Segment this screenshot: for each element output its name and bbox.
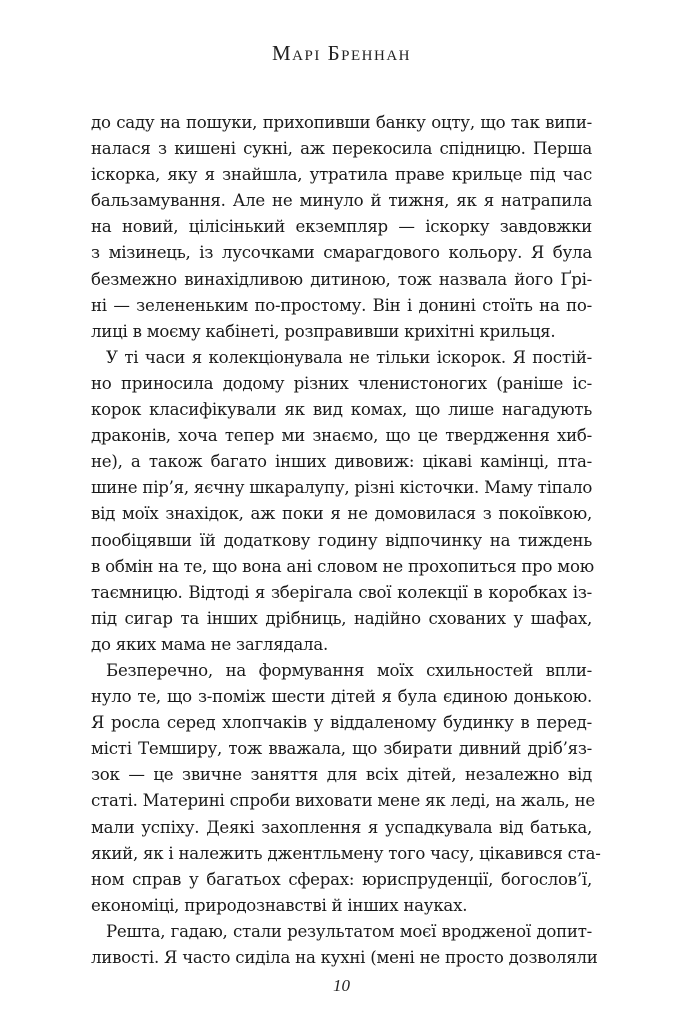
running-head-author: Марі Бреннан xyxy=(272,41,411,65)
text-line-paragraph-end: до яких мама не заглядала. xyxy=(91,634,329,654)
text-line: ном справ у багатьох сферах: юриспруденції, богослов’ї, xyxy=(91,869,592,889)
page-number: 10 xyxy=(333,976,350,995)
text-line: драконів, хоча тепер ми знаємо, що це твердження хиб- xyxy=(91,426,592,446)
text-line: таємницю. Відтоді я зберігала свої колекції в коробках із- xyxy=(91,582,592,602)
text-line: нуло те, що з-поміж шести дітей я була єдиною донькою. xyxy=(91,687,592,707)
text-line: не), а також багато інших дивовиж: цікаві камінці, пта- xyxy=(91,452,592,472)
text-line-paragraph-start: Безперечно, на формування моїх схильностей впли- xyxy=(106,660,592,680)
text-line-paragraph-end: економіці, природознавстві й інших науках. xyxy=(91,895,468,915)
text-line: шине пір’я, яєчну шкаралупу, різні кісточки. Маму тіпало xyxy=(91,478,593,498)
text-line: корок класифікували як вид комах, що лише нагадують xyxy=(91,400,592,420)
text-line: но приносила додому різних членистоногих (раніше іс- xyxy=(91,373,592,393)
text-line: ні — зелененьким по-простому. Він і донині стоїть на по- xyxy=(91,295,592,315)
text-line: до саду на пошуки, прихопивши банку оцту, що так випи- xyxy=(91,113,592,132)
text-line: Я росла серед хлопчаків у віддаленому будинку в перед- xyxy=(91,713,592,733)
text-line: ливості. Я часто сиділа на кухні (мені не просто дозволяли xyxy=(91,948,598,967)
text-line: налася з кишені сукні, аж перекосила спідницю. Перша xyxy=(91,139,592,159)
text-line: в обмін на те, що вона ані словом не прохопиться про мою xyxy=(91,556,594,576)
text-line: який, як і належить джентльмену того часу, цікавився ста- xyxy=(91,843,601,863)
text-line: мали успіху. Деякі захоплення я успадкувала від батька, xyxy=(91,817,592,837)
body-text xyxy=(91,110,601,971)
text-line-paragraph-start: У ті часи я колекціонувала не тільки іскорок. Я постій- xyxy=(106,347,592,367)
text-line: з мізинець, із лусочками смарагдового кольору. Я була xyxy=(91,243,592,263)
text-line: статі. Материні спроби виховати мене як леді, на жаль, не xyxy=(91,791,595,811)
text-line: пообіцявши їй додаткову годину відпочинку на тиждень xyxy=(91,530,592,550)
text-line: під сигар та інших дрібниць, надійно схованих у шафах, xyxy=(91,608,592,628)
text-line: місті Темширу, тож вважала, що збирати дивний дріб’яз- xyxy=(91,739,592,759)
text-line: зок — це звичне заняття для всіх дітей, незалежно від xyxy=(91,765,592,785)
text-line: бальзамування. Але не минуло й тижня, як я натрапила xyxy=(91,191,592,211)
text-line-paragraph-start: Решта, гадаю, стали результатом моєї вродженої допит- xyxy=(106,921,592,941)
text-line: на новий, цілісінький екземпляр — іскорку завдовжки xyxy=(91,217,592,237)
text-line-paragraph-end: лиці в моєму кабінеті, розправивши крихітні крильця. xyxy=(91,321,556,341)
text-line: іскорка, яку я знайшла, утратила праве крильце під час xyxy=(91,165,592,185)
text-line: від моїх знахідок, аж поки я не домовилася з покоївкою, xyxy=(91,504,592,524)
text-line: безмежно винахідливою дитиною, тож назвала його Ґрі- xyxy=(91,269,592,289)
